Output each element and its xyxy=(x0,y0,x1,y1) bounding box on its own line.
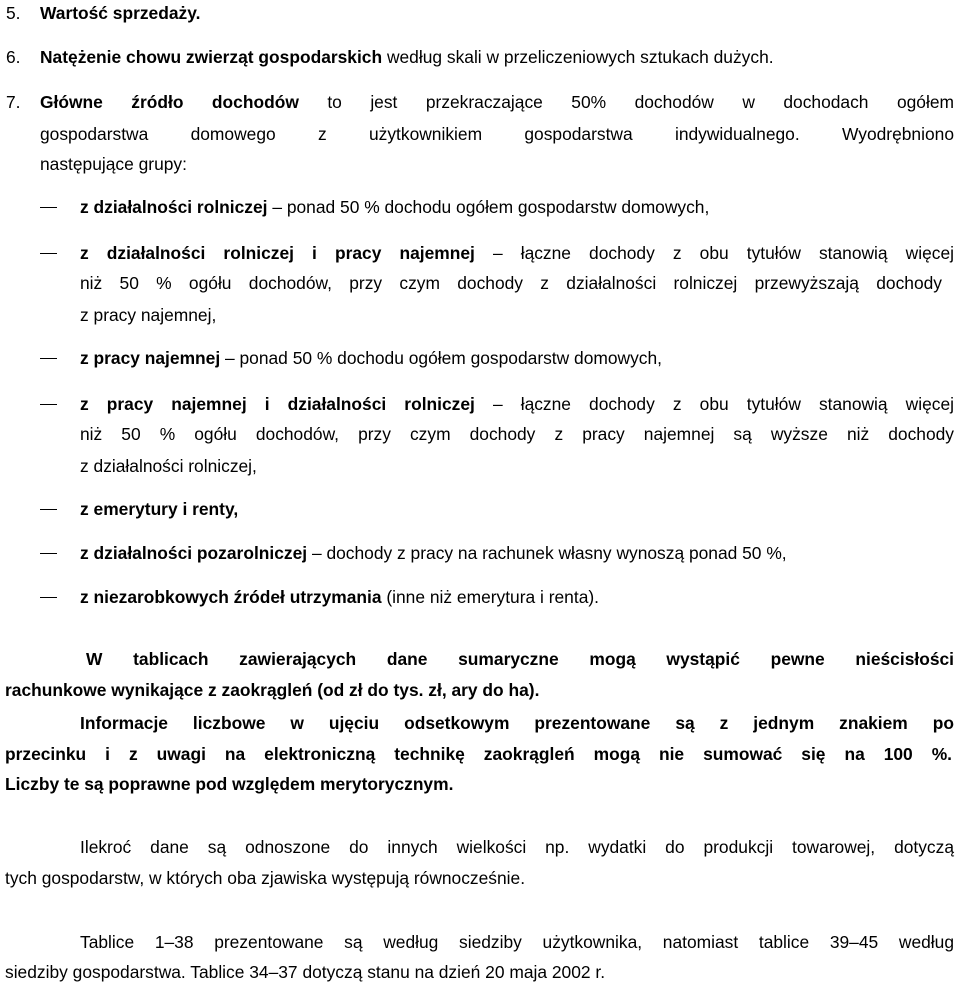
group-item xyxy=(80,542,787,564)
group-label: z emerytury i renty, xyxy=(80,499,239,519)
group-description: ponad 50 % dochodu ogółem gospodarstw domowych, xyxy=(286,197,710,217)
group-description: dochody z pracy na rachunek własny wynoszą ponad 50 %, xyxy=(326,543,787,563)
group-description: łączne dochody z obu tytułów stanowią więcej xyxy=(520,394,955,414)
group-item xyxy=(80,586,599,608)
list-dash xyxy=(40,358,57,359)
tables-note: Tablice 1–38 prezentowane są według siedziby użytkownika, natomiast tablice 39–45 według xyxy=(80,932,954,952)
item-title: Główne źródło dochodów xyxy=(40,92,299,112)
group-item xyxy=(80,347,662,369)
relation-note: Ilekroć dane są odnoszone do innych wielkości np. wydatki do produkcji towarowej, dotyczą xyxy=(80,837,954,857)
rounding-note: W tablicach zawierających dane sumaryczne mogą wystąpić pewne nieścisłości xyxy=(86,649,954,669)
relation-note-line: tych gospodarstw, w których oba zjawiska występują równocześnie. xyxy=(5,868,526,888)
group-item xyxy=(80,498,238,520)
group-description: łączne dochody z obu tytułów stanowią więcej xyxy=(520,243,955,263)
item-description-line: gospodarstwa domowego z użytkownikiem gospodarstwa indywidualnego. Wyodrębniono xyxy=(40,124,954,144)
group-dash: – xyxy=(474,394,521,414)
item-description: według skali w przeliczeniowych sztukach dużych. xyxy=(382,47,774,67)
list-dash xyxy=(40,553,57,554)
percentage-note-line: przecinku i z uwagi na elektroniczną technikę zaokrągleń mogą nie sumować się na 100 %. xyxy=(5,744,952,764)
item-text xyxy=(40,91,954,113)
group-description: ponad 50 % dochodu ogółem gospodarstw domowych, xyxy=(239,348,662,368)
group-description: (inne niż emerytura i renta). xyxy=(381,587,599,607)
list-dash xyxy=(40,597,57,598)
item-text xyxy=(40,46,774,68)
item-title: Wartość sprzedaży. xyxy=(40,3,201,23)
group-label: z pracy najemnej i działalności rolniczej xyxy=(80,394,475,414)
item-number: 6. xyxy=(6,47,21,67)
group-dash: – xyxy=(474,243,521,263)
group-label: z działalności rolniczej i pracy najemnej xyxy=(80,243,475,263)
group-description-line: z pracy najemnej, xyxy=(80,305,217,325)
group-item xyxy=(80,393,954,415)
group-label: z niezarobkowych źródeł utrzymania xyxy=(80,587,382,607)
group-description-line: niż 50 % ogółu dochodów, przy czym dochody z działalności rolniczej przewyższają dochody xyxy=(80,273,942,293)
item-number: 7. xyxy=(6,92,21,112)
item-description-line: następujące grupy: xyxy=(40,154,187,174)
list-dash xyxy=(40,404,57,405)
group-description-line: z działalności rolniczej, xyxy=(80,456,257,476)
group-label: z działalności rolniczej xyxy=(80,197,268,217)
item-description: to jest przekraczające 50% dochodów w dochodach ogółem xyxy=(298,92,954,112)
percentage-note-line: Liczby te są poprawne pod względem merytorycznym. xyxy=(5,774,454,794)
group-label: z pracy najemnej xyxy=(80,348,221,368)
rounding-note-line: rachunkowe wynikające z zaokrągleń (od zł do tys. zł, ary do ha). xyxy=(5,680,540,700)
group-item xyxy=(80,196,709,218)
group-label: z działalności pozarolniczej xyxy=(80,543,308,563)
item-title: Natężenie chowu zwierząt gospodarskich xyxy=(40,47,383,67)
group-description-line: niż 50 % ogółu dochodów, przy czym dochody z pracy najemnej są wyższe niż dochody xyxy=(80,424,954,444)
tables-note-line: siedziby gospodarstwa. Tablice 34–37 dotyczą stanu na dzień 20 maja 2002 r. xyxy=(5,962,606,982)
percentage-note: Informacje liczbowe w ujęciu odsetkowym prezentowane są z jednym znakiem po xyxy=(80,713,954,733)
list-dash xyxy=(40,207,57,208)
group-dash: – xyxy=(220,348,240,368)
group-dash: – xyxy=(307,543,327,563)
group-dash: – xyxy=(267,197,287,217)
list-dash xyxy=(40,253,57,254)
item-number: 5. xyxy=(6,3,21,23)
list-dash xyxy=(40,509,57,510)
group-item xyxy=(80,242,954,264)
